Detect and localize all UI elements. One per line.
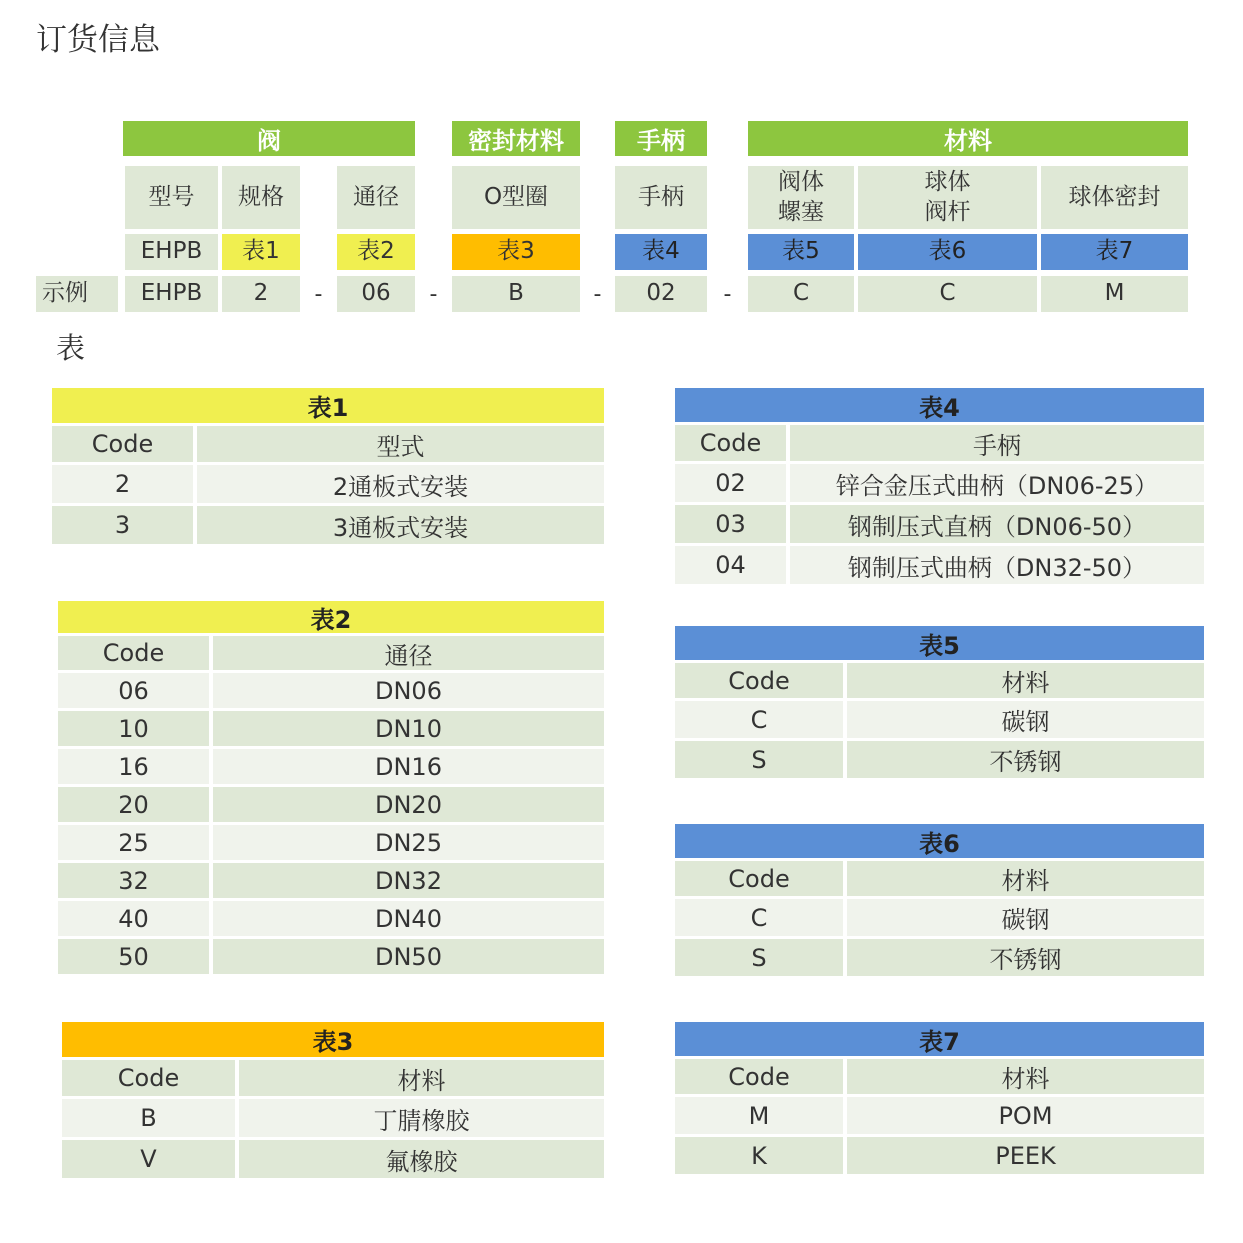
table-row bbox=[52, 506, 604, 544]
cell-value: 2通板式安装 bbox=[197, 465, 604, 503]
table-row bbox=[58, 863, 604, 898]
group-header-material: 材料 bbox=[748, 121, 1188, 156]
col-header: Code bbox=[675, 1059, 843, 1094]
cell-value: 氟橡胶 bbox=[239, 1140, 604, 1178]
example-bore: 06 bbox=[337, 276, 415, 312]
code-ref-t6: 表6 bbox=[858, 234, 1037, 270]
col-header: Code bbox=[58, 636, 209, 670]
sub-header-ball-seal: 球体密封 bbox=[1041, 166, 1188, 229]
table-header-row bbox=[52, 426, 604, 462]
cell-code: 02 bbox=[675, 464, 786, 502]
table-title: 表5 bbox=[675, 626, 1204, 660]
table-row bbox=[675, 464, 1204, 502]
code-ref-t2: 表2 bbox=[337, 234, 415, 270]
table-5 bbox=[675, 626, 1204, 778]
col-header: Code bbox=[62, 1060, 235, 1096]
code-ref-t7: 表7 bbox=[1041, 234, 1188, 270]
cell-value: 不锈钢 bbox=[847, 939, 1204, 976]
cell-value: 碳钢 bbox=[847, 899, 1204, 936]
col-header: 型式 bbox=[197, 426, 604, 462]
table-header-row bbox=[675, 1059, 1204, 1094]
table-title: 表4 bbox=[675, 388, 1204, 422]
table-row bbox=[675, 939, 1204, 976]
cell-value: 丁腈橡胶 bbox=[239, 1099, 604, 1137]
table-row bbox=[675, 899, 1204, 936]
table-row bbox=[58, 825, 604, 860]
col-header: 材料 bbox=[847, 663, 1204, 698]
separator: - bbox=[429, 281, 438, 307]
code-ref-t3: 表3 bbox=[452, 234, 580, 270]
table-row bbox=[62, 1140, 604, 1178]
cell-value: DN10 bbox=[213, 711, 604, 746]
example-ball-seal: M bbox=[1041, 276, 1188, 312]
group-header-seal: 密封材料 bbox=[452, 121, 580, 156]
cell-value: 碳钢 bbox=[847, 701, 1204, 738]
group-header-valve: 阀 bbox=[123, 121, 415, 156]
cell-code: 20 bbox=[58, 787, 209, 822]
col-header: 材料 bbox=[847, 1059, 1204, 1094]
table-row bbox=[62, 1099, 604, 1137]
cell-value: DN32 bbox=[213, 863, 604, 898]
table-header-row bbox=[675, 861, 1204, 896]
cell-code: 3 bbox=[52, 506, 193, 544]
table-row bbox=[675, 505, 1204, 543]
table-title: 表7 bbox=[675, 1022, 1204, 1056]
table-4 bbox=[675, 388, 1204, 584]
example-oring: B bbox=[452, 276, 580, 312]
table-row bbox=[58, 787, 604, 822]
table-title: 表2 bbox=[58, 601, 604, 633]
separator: - bbox=[593, 281, 602, 307]
table-row bbox=[675, 1097, 1204, 1134]
cell-value: DN50 bbox=[213, 939, 604, 974]
table-header-row bbox=[675, 663, 1204, 698]
cell-code: B bbox=[62, 1099, 235, 1137]
sub-header-handle: 手柄 bbox=[615, 166, 707, 229]
cell-code: C bbox=[675, 899, 843, 936]
cell-code: 16 bbox=[58, 749, 209, 784]
code-ref-t1: 表1 bbox=[222, 234, 300, 270]
col-header: 手柄 bbox=[790, 425, 1204, 461]
table-title: 表6 bbox=[675, 824, 1204, 858]
cell-code: K bbox=[675, 1137, 843, 1174]
group-header-handle: 手柄 bbox=[615, 121, 707, 156]
sub-header-oring: O型圈 bbox=[452, 166, 580, 229]
cell-code: 06 bbox=[58, 673, 209, 708]
table-header-row bbox=[62, 1060, 604, 1096]
table-header-row bbox=[675, 425, 1204, 461]
col-header: 材料 bbox=[239, 1060, 604, 1096]
example-ball-stem: C bbox=[858, 276, 1037, 312]
separator: - bbox=[723, 281, 732, 307]
col-header: Code bbox=[675, 861, 843, 896]
cell-value: 锌合金压式曲柄（DN06-25） bbox=[790, 464, 1204, 502]
cell-code: 25 bbox=[58, 825, 209, 860]
code-model: EHPB bbox=[125, 234, 218, 270]
col-header: Code bbox=[675, 425, 786, 461]
table-header-row bbox=[58, 636, 604, 670]
cell-value: POM bbox=[847, 1097, 1204, 1134]
cell-code: 10 bbox=[58, 711, 209, 746]
example-spec: 2 bbox=[222, 276, 300, 312]
table-row bbox=[58, 711, 604, 746]
table-row bbox=[58, 901, 604, 936]
cell-code: S bbox=[675, 741, 843, 778]
page-title: 订货信息 bbox=[36, 22, 160, 58]
cell-code: 03 bbox=[675, 505, 786, 543]
table-row bbox=[58, 673, 604, 708]
code-ref-t5: 表5 bbox=[748, 234, 854, 270]
tables-heading: 表 bbox=[56, 331, 86, 365]
example-body-plug: C bbox=[748, 276, 854, 312]
code-ref-t4: 表4 bbox=[615, 234, 707, 270]
sub-header-ball-stem: 球体 阀杆 bbox=[858, 166, 1037, 229]
example-label: 示例 bbox=[36, 276, 118, 312]
col-header: 通径 bbox=[213, 636, 604, 670]
table-1 bbox=[52, 388, 604, 544]
separator: - bbox=[314, 281, 323, 307]
cell-code: 32 bbox=[58, 863, 209, 898]
cell-code: M bbox=[675, 1097, 843, 1134]
example-model: EHPB bbox=[125, 276, 218, 312]
table-row bbox=[675, 741, 1204, 778]
cell-code: 04 bbox=[675, 546, 786, 584]
cell-value: 不锈钢 bbox=[847, 741, 1204, 778]
cell-value: DN25 bbox=[213, 825, 604, 860]
sub-header-bore: 通径 bbox=[337, 166, 415, 229]
cell-code: 50 bbox=[58, 939, 209, 974]
sub-header-model: 型号 bbox=[125, 166, 218, 229]
table-row bbox=[58, 749, 604, 784]
cell-value: 3通板式安装 bbox=[197, 506, 604, 544]
cell-value: DN20 bbox=[213, 787, 604, 822]
cell-value: 钢制压式曲柄（DN32-50） bbox=[790, 546, 1204, 584]
table-title: 表3 bbox=[62, 1022, 604, 1057]
cell-code: S bbox=[675, 939, 843, 976]
table-row bbox=[675, 701, 1204, 738]
table-2 bbox=[58, 601, 604, 974]
table-row bbox=[58, 939, 604, 974]
table-row bbox=[52, 465, 604, 503]
sub-header-body-plug: 阀体 螺塞 bbox=[748, 166, 854, 229]
col-header: Code bbox=[675, 663, 843, 698]
cell-value: DN16 bbox=[213, 749, 604, 784]
table-6 bbox=[675, 824, 1204, 976]
cell-code: 2 bbox=[52, 465, 193, 503]
cell-value: PEEK bbox=[847, 1137, 1204, 1174]
cell-value: 钢制压式直柄（DN06-50） bbox=[790, 505, 1204, 543]
table-title: 表1 bbox=[52, 388, 604, 423]
sub-header-spec: 规格 bbox=[222, 166, 300, 229]
example-handle: 02 bbox=[615, 276, 707, 312]
cell-code: 40 bbox=[58, 901, 209, 936]
col-header: 材料 bbox=[847, 861, 1204, 896]
table-7 bbox=[675, 1022, 1204, 1174]
table-3 bbox=[62, 1022, 604, 1178]
col-header: Code bbox=[52, 426, 193, 462]
table-row bbox=[675, 1137, 1204, 1174]
cell-value: DN06 bbox=[213, 673, 604, 708]
cell-code: C bbox=[675, 701, 843, 738]
cell-code: V bbox=[62, 1140, 235, 1178]
cell-value: DN40 bbox=[213, 901, 604, 936]
table-row bbox=[675, 546, 1204, 584]
